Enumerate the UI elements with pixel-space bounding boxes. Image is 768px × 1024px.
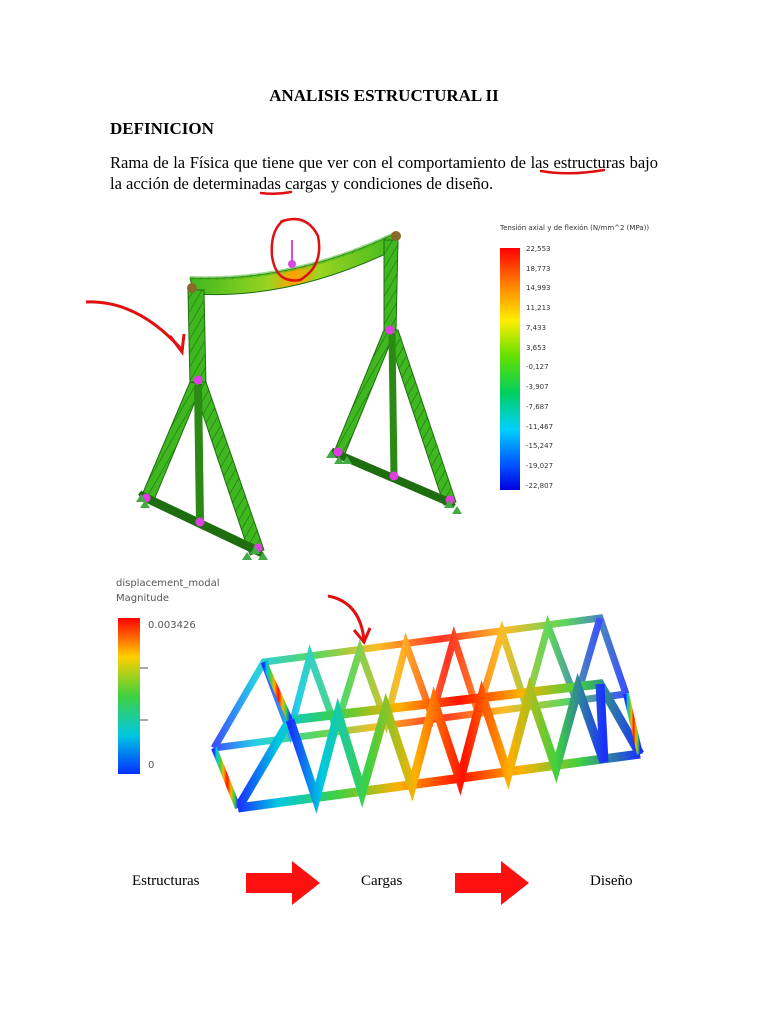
svg-text:-19,027: -19,027 bbox=[526, 462, 554, 470]
svg-text:11,213: 11,213 bbox=[526, 304, 551, 312]
svg-text:7,433: 7,433 bbox=[526, 324, 547, 332]
svg-text:-15,247: -15,247 bbox=[526, 442, 554, 450]
svg-text:-3,907: -3,907 bbox=[526, 383, 549, 391]
svg-text:22,553: 22,553 bbox=[526, 245, 551, 253]
joint-right bbox=[391, 231, 401, 241]
keyword-estructuras: estructuras bbox=[553, 153, 625, 172]
left-leg-back bbox=[142, 382, 202, 500]
definition-paragraph bbox=[110, 152, 658, 194]
annotation-arrow-column bbox=[86, 302, 182, 350]
flow-arrow-2 bbox=[455, 861, 531, 905]
left-column bbox=[188, 290, 206, 385]
svg-text:14,993: 14,993 bbox=[526, 284, 551, 292]
displacement-legend-min: 0 bbox=[148, 760, 155, 771]
svg-text:3,653: 3,653 bbox=[526, 344, 547, 352]
flow-step-cargas: Cargas bbox=[361, 873, 403, 889]
gantry-stress-figure bbox=[78, 210, 678, 570]
truss-displacement-figure bbox=[110, 572, 658, 822]
flow-step-estructuras: Estructuras bbox=[132, 873, 200, 889]
definition-text-3: y condiciones de diseño. bbox=[326, 174, 494, 193]
definition-text-2: bajo la acción de determinadas bbox=[110, 153, 658, 193]
flow-step-diseno: Diseño bbox=[590, 873, 633, 889]
svg-text:18,773: 18,773 bbox=[526, 265, 551, 273]
stress-color-scale bbox=[500, 248, 520, 490]
svg-text:-0,127: -0,127 bbox=[526, 363, 549, 371]
displacement-legend-max: 0.003426 bbox=[148, 620, 196, 631]
right-leg-back bbox=[334, 330, 394, 456]
displacement-legend-title-2: Magnitude bbox=[116, 593, 169, 604]
displacement-color-scale bbox=[118, 618, 140, 774]
keyword-cargas: cargas bbox=[285, 174, 327, 193]
support-markers bbox=[136, 450, 462, 560]
section-heading: DEFINICION bbox=[110, 119, 214, 138]
stress-legend-values bbox=[526, 245, 553, 490]
svg-text:-7,687: -7,687 bbox=[526, 403, 549, 411]
flow-arrow-1 bbox=[246, 861, 322, 905]
displacement-legend-title-1: displacement_modal bbox=[116, 578, 220, 589]
document-title: ANALISIS ESTRUCTURAL II bbox=[269, 86, 499, 105]
stress-legend-title: Tensión axial y de flexión (N/mm^2 (MPa)) bbox=[500, 224, 650, 232]
right-column bbox=[384, 240, 398, 332]
svg-text:-22,807: -22,807 bbox=[526, 482, 554, 490]
svg-text:-11,467: -11,467 bbox=[526, 423, 554, 431]
definition-text-1: Rama de la Física que tiene que ver con el comportamiento de las bbox=[110, 153, 554, 172]
joint-left bbox=[187, 283, 197, 293]
